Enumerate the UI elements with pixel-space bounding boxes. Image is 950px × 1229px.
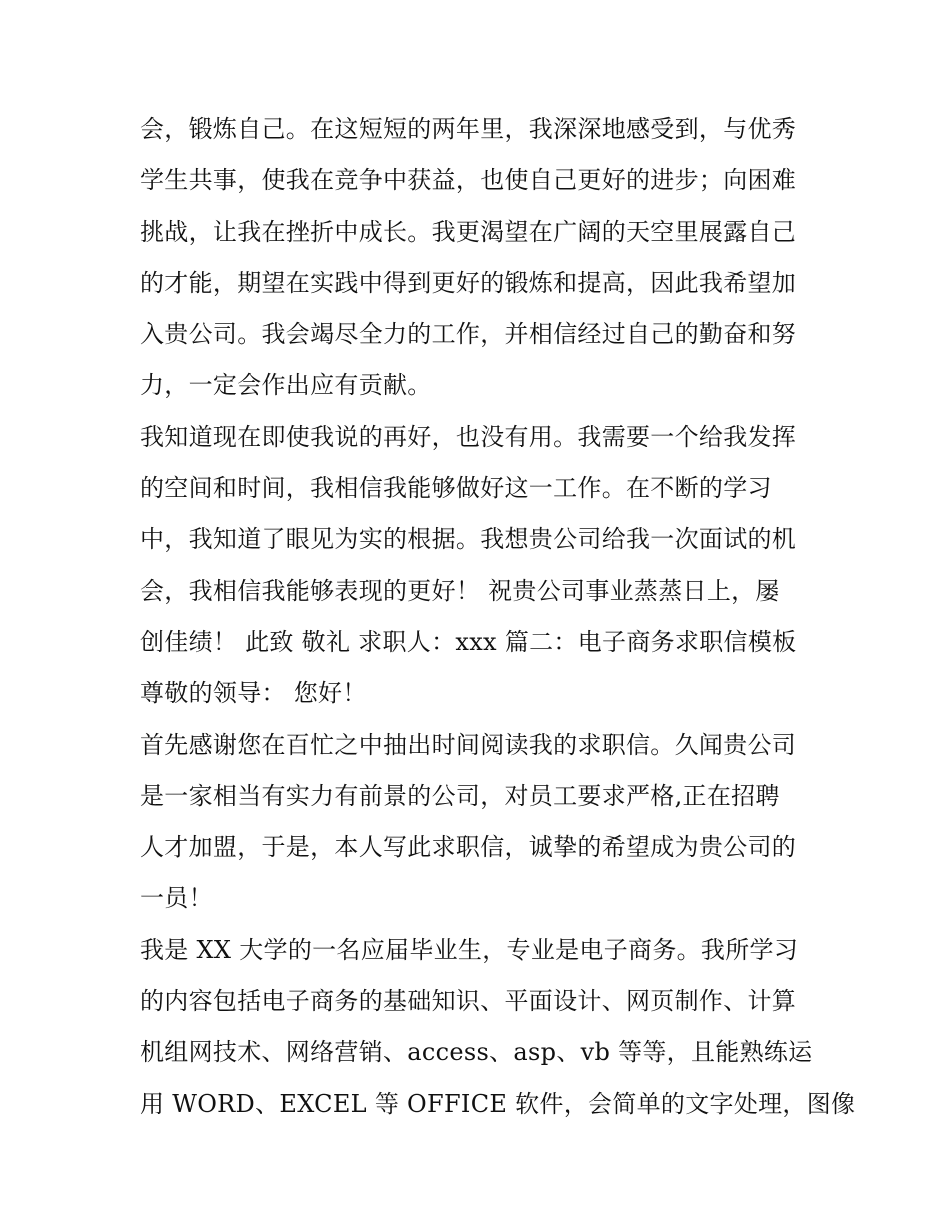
- text-line: 尊敬的领导： 您好！: [140, 679, 367, 708]
- text-line: 的空间和时间，我相信我能够做好这一工作。在不断的学习: [140, 474, 772, 503]
- text-line: 我知道现在即使我说的再好，也没有用。我需要一个给我发挥: [140, 422, 797, 451]
- text-line: 一员！: [140, 884, 213, 913]
- text-line: 我是 XX 大学的一名应届毕业生，专业是电子商务。我所学习: [140, 935, 799, 964]
- text-line: 入贵公司。我会竭尽全力的工作，并相信经过自己的勤奋和努: [140, 320, 797, 349]
- text-line: 用 WORD、EXCEL 等 OFFICE 软件，会简单的文字处理，图像: [140, 1089, 856, 1118]
- text-line: 的内容包括电子商务的基础知识、平面设计、网页制作、计算: [140, 987, 797, 1016]
- text-line: 是一家相当有实力有前景的公司，对员工要求严格,正在招聘: [140, 781, 780, 810]
- text-line: 首先感谢您在百忙之中抽出时间阅读我的求职信。久闻贵公司: [140, 730, 797, 759]
- text-line: 挑战，让我在挫折中成长。我更渴望在广阔的天空里展露自己: [140, 217, 797, 246]
- text-line: 的才能，期望在实践中得到更好的锻炼和提高，因此我希望加: [140, 268, 797, 297]
- document-body: [140, 104, 856, 1130]
- text-line: 机组网技术、网络营销、access、asp、vb 等等，且能熟练运: [140, 1038, 813, 1067]
- text-line: 中，我知道了眼见为实的根据。我想贵公司给我一次面试的机: [140, 525, 797, 554]
- text-line: 学生共事，使我在竞争中获益，也使自己更好的进步；向困难: [140, 166, 797, 195]
- text-line: 创佳绩！ 此致 敬礼 求职人：xxx 篇二：电子商务求职信模板: [140, 627, 797, 656]
- text-line: 力，一定会作出应有贡献。: [140, 371, 432, 400]
- text-line: 会，锻炼自己。在这短短的两年里，我深深地感受到，与优秀: [140, 115, 797, 143]
- text-line: 人才加盟，于是，本人写此求职信，诚挚的希望成为贵公司的: [140, 833, 797, 862]
- text-line: 会，我相信我能够表现的更好！ 祝贵公司事业蒸蒸日上，屡: [140, 576, 780, 605]
